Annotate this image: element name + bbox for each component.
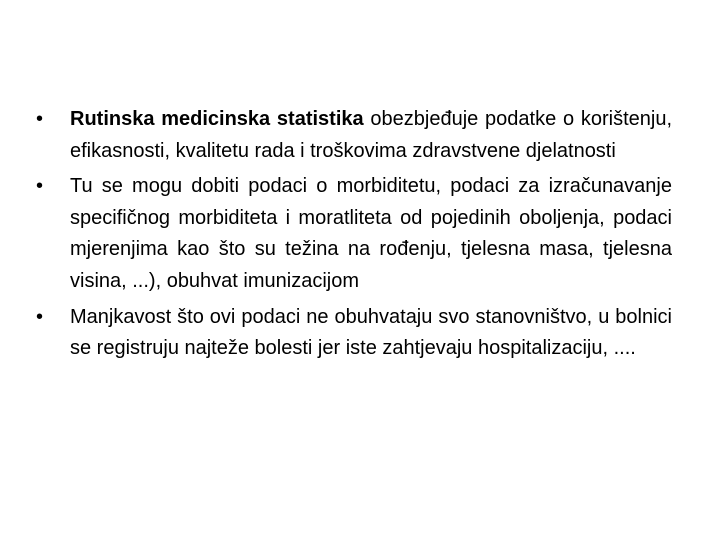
bullet-icon: •: [36, 305, 44, 328]
bullet-icon: •: [36, 108, 44, 130]
bullet-item-morbidity-data: [36, 171, 672, 297]
bullet-list: [36, 104, 672, 369]
bullet-item-routine-statistics: [36, 104, 672, 167]
bullet-text: Manjkavost što ovi podaci ne obuhvataju svo stanovništvo, u bolnici se registruju najteže bolesti jer iste zahtjevaju hospitalizaciju, ....: [70, 305, 672, 360]
bullet-text: Tu se mogu dobiti podaci o morbiditetu, podaci za izračunavanje specifičnog morbiditeta i moratliteta od pojedinih oboljenja, podaci mjerenjima kao što su težina na rođenju, tjelesna masa, tjelesna visina, ...), obuhvat imunizacijom: [70, 175, 672, 292]
bullet-text: obezbjeđuje podatke o korištenju, efikasnosti, kvalitetu rada i troškovima zdravstvene djelatnosti: [70, 108, 672, 162]
bullet-item-shortcoming: [36, 302, 672, 365]
bullet-bold-lead: Rutinska medicinska statistika: [70, 108, 364, 130]
bullet-icon: •: [36, 175, 44, 198]
